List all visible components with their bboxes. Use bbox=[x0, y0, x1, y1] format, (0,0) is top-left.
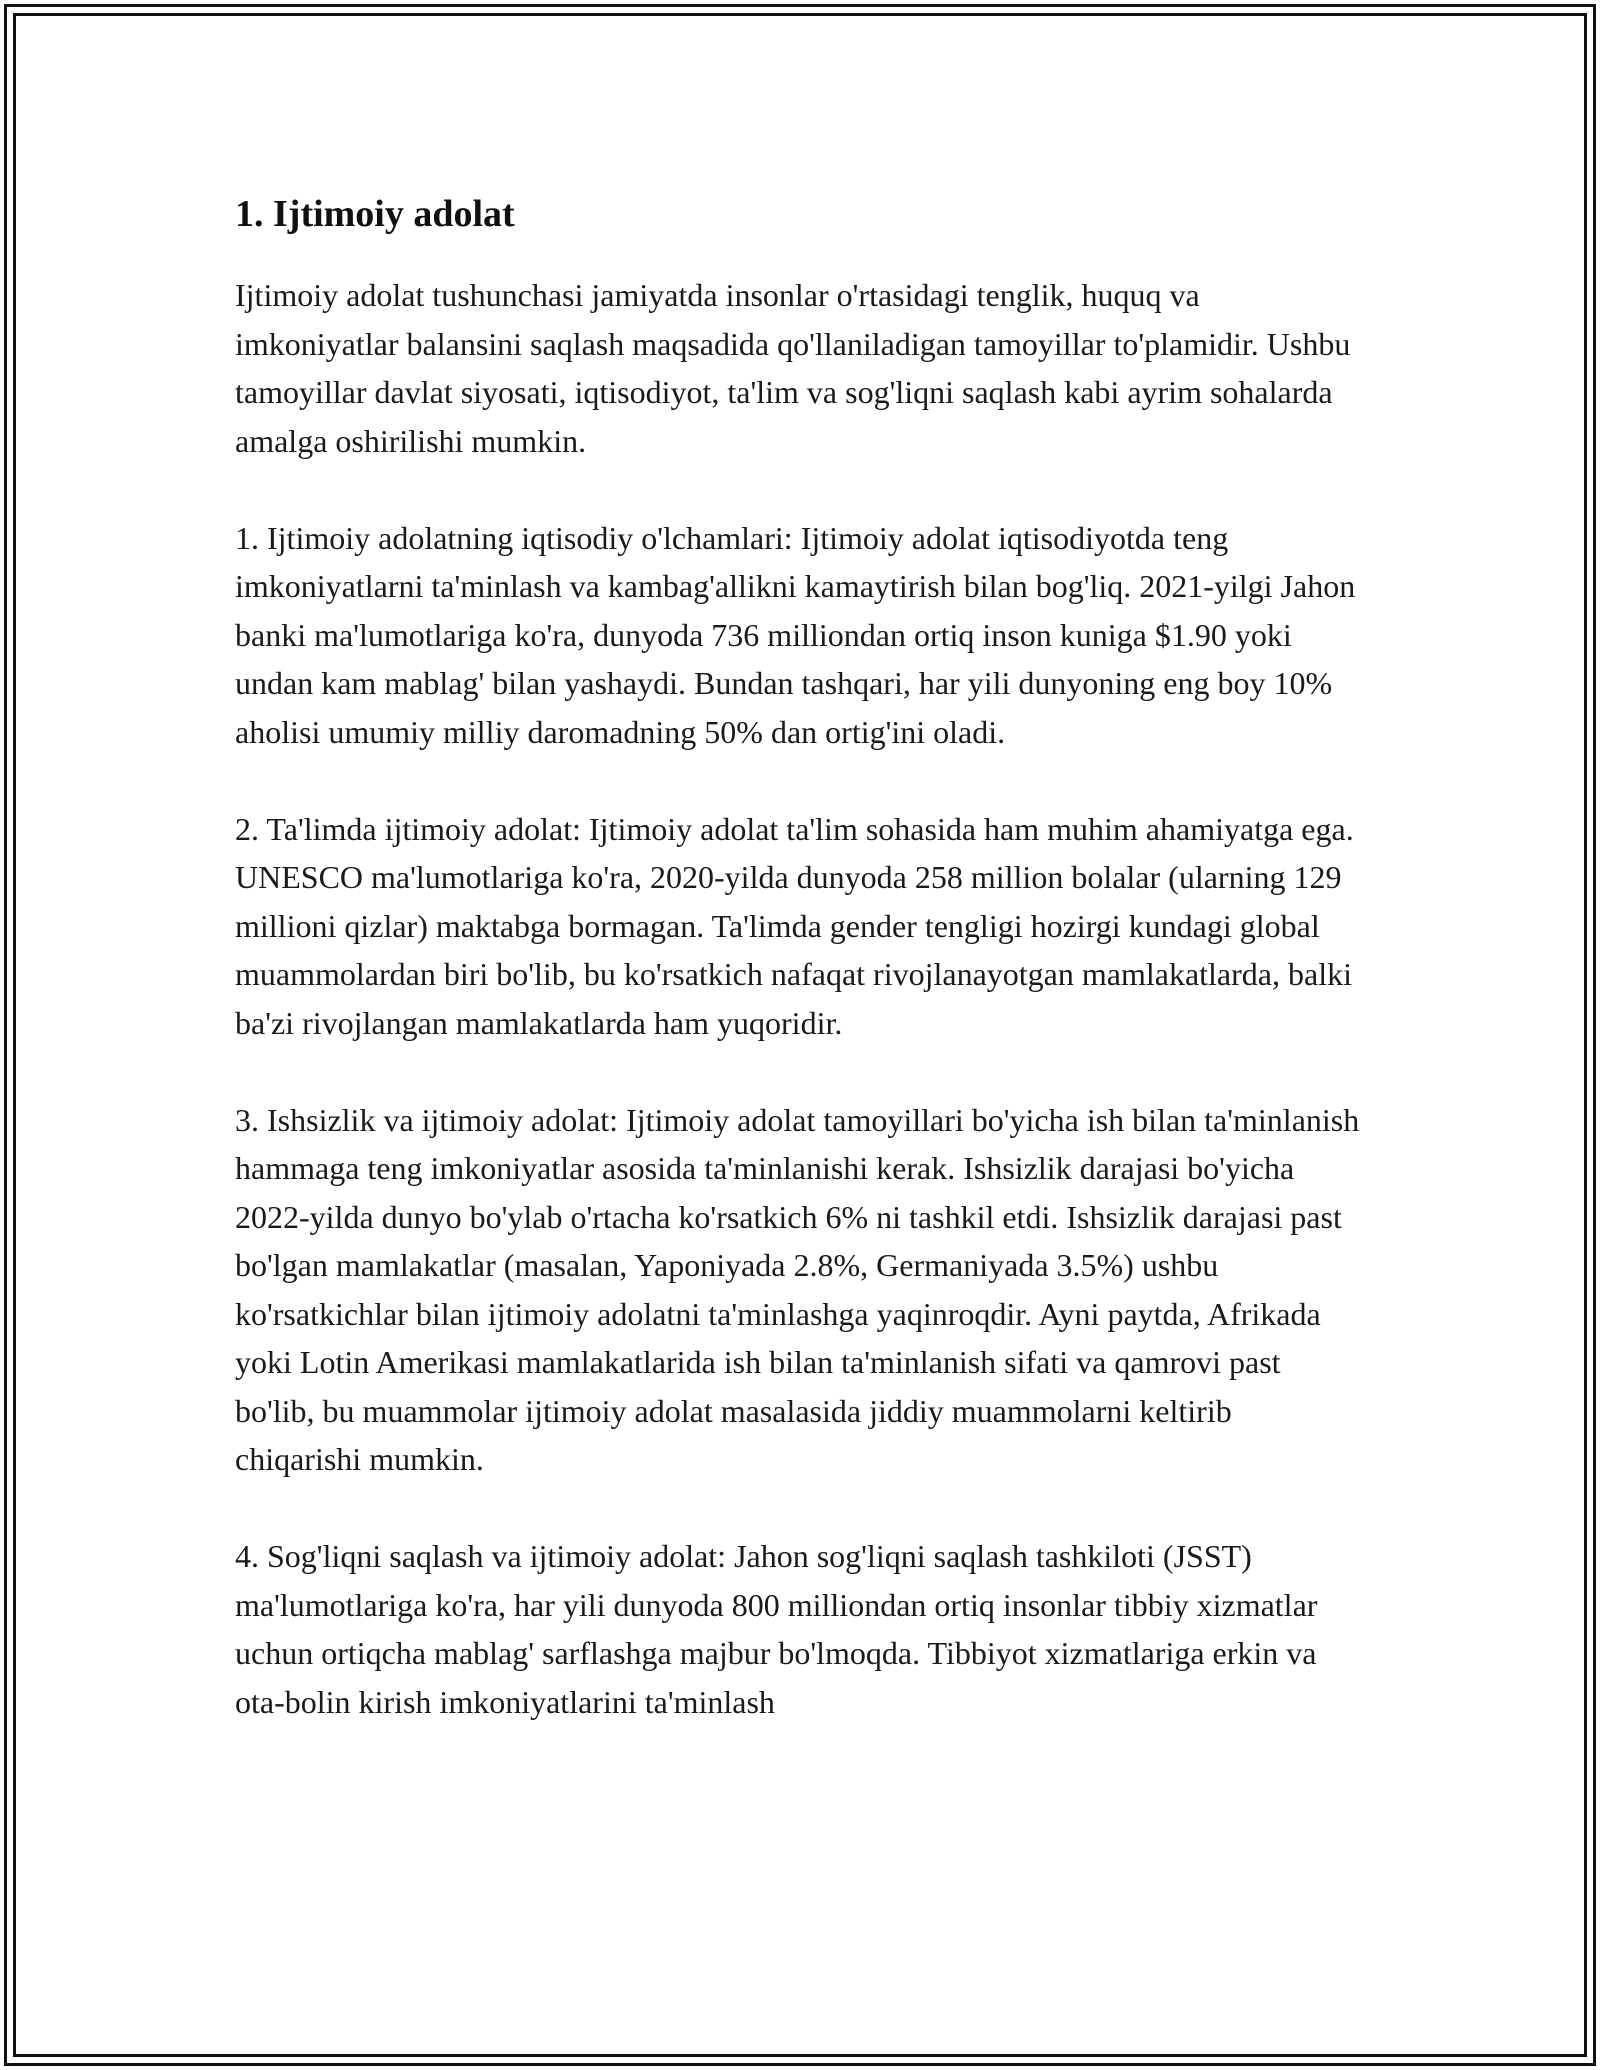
section-education-paragraph: 2. Ta'limda ijtimoiy adolat: Ijtimoiy adolat ta'lim sohasida ham muhim ahamiyatga ega. UNESCO ma'lumotlariga ko'ra, 2020-yilda dunyoda 258 million bolalar (ularning 129 millioni qizlar) maktabga bormagan. Ta'limda gender tengligi hozirgi kundagi global muammolardan biri bo'lib, bu ko'rsatkich nafaqat rivojlanayotgan mamlakatlarda, balki ba'zi rivojlangan mamlakatlarda ham yuqoridir. bbox=[235, 810, 1354, 1041]
section-economic-paragraph: 1. Ijtimoiy adolatning iqtisodiy o'lchamlari: Ijtimoiy adolat iqtisodiyotda teng imkoniyatlarni ta'minlash va kambag'allikni kamaytirish bilan bog'liq. 2021-yilgi Jahon banki ma'lumotlariga ko'ra, dunyoda 736 milliondan ortiq inson kuniga $1.90 yoki undan kam mablag' bilan yashaydi. Bundan tashqari, har yili dunyoning eng boy 10% aholisi umumiy milliy daromadning 50% dan ortig'ini oladi. bbox=[235, 519, 1356, 750]
intro-paragraph: Ijtimoiy adolat tushunchasi jamiyatda insonlar o'rtasidagi tenglik, huquq va imkoniyatlar balansini saqlash maqsadida qo'llaniladigan tamoyillar to'plamidir. Ushbu tamoyillar davlat siyosati, iqtisodiyot, ta'lim va sog'liqni saqlash kabi ayrim sohalarda amalga oshirilishi mumkin. bbox=[235, 277, 1351, 459]
section-health-paragraph: 4. Sog'liqni saqlash va ijtimoiy adolat: Jahon sog'liqni saqlash tashkiloti (JSST) ma'lumotlariga ko'ra, har yili dunyoda 800 milliondan ortiq insonlar tibbiy xizmatlar uchun ortiqcha mablag' sarflashga majbur bo'lmoqda. Tibbiyot xizmatlariga erkin va ota-bolin kirish imkoniyatlarini ta'minlash bbox=[235, 1538, 1318, 1720]
page-title: 1. Ijtimoiy adolat bbox=[235, 193, 515, 235]
section-unemployment-paragraph: 3. Ishsizlik va ijtimoiy adolat: Ijtimoiy adolat tamoyillari bo'yicha ish bilan ta'minlanish hammaga teng imkoniyatlar asosida ta'minlanishi kerak. Ishsizlik darajasi bo'yicha 2022-yilda dunyo bo'ylab o'rtacha ko'rsatkich 6% ni tashkil etdi. Ishsizlik darajasi past bo'lgan mamlakatlar (masalan, Yaponiyada 2.8%, Germaniyada 3.5%) ushbu ko'rsatkichlar bilan ijtimoiy adolatni ta'minlashga yaqinroqdir. Ayni paytda, Afrikada yoki Lotin Amerikasi mamlakatlarida ish bilan ta'minlanish sifati va qamrovi past bo'lib, bu muammolar ijtimoiy adolat masalasida jiddiy muammolarni keltirib chiqarishi mumkin. bbox=[235, 1101, 1360, 1477]
document-body bbox=[235, 185, 1365, 1726]
